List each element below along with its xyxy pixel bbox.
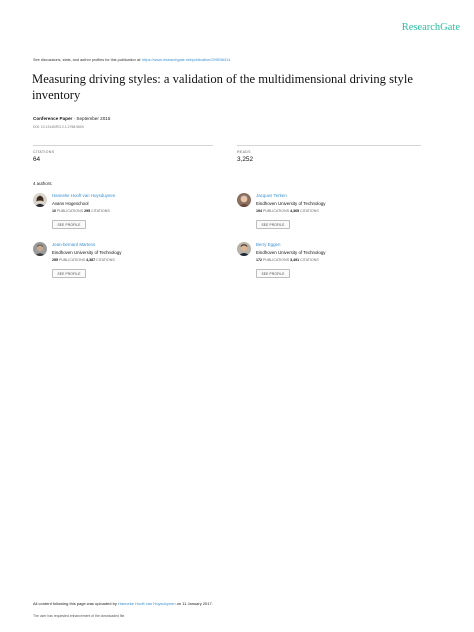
citations-label: CITATIONS: [95, 257, 115, 262]
see-profile-button[interactable]: SEE PROFILE: [52, 220, 86, 229]
author-stats: [256, 209, 426, 213]
researchgate-logo[interactable]: ResearchGate: [401, 22, 460, 33]
paper-type: Conference Paper: [33, 116, 73, 121]
reads-stat: [237, 145, 421, 163]
author-institution: Eindhoven University of Technology: [256, 200, 326, 206]
avatar[interactable]: [237, 193, 251, 207]
divider: [237, 145, 421, 146]
citations-label: CITATIONS: [299, 208, 319, 213]
citations-count: 3,491: [290, 257, 300, 262]
paper-doi: DOI: 10.13140/RG.2.1.2768.9600: [33, 125, 84, 129]
person-photo-icon: [237, 193, 251, 207]
see-profile-button[interactable]: SEE PROFILE: [256, 269, 290, 278]
publications-label: PUBLICATIONS: [262, 208, 291, 213]
paper-type-date: [33, 116, 110, 121]
avatar[interactable]: [237, 242, 251, 256]
citations-label: CITATIONS: [90, 208, 110, 213]
citations-value: 64: [33, 156, 41, 163]
citations-stat: [33, 145, 213, 163]
publications-count: 172: [256, 257, 262, 262]
author-name[interactable]: Jean-bernard Martens: [52, 242, 96, 247]
citations-count: 4,365: [290, 208, 300, 213]
publication-link[interactable]: https://www.researchgate.net/publication/299536314: [142, 58, 231, 62]
authors-header: 4 authors:: [33, 181, 53, 186]
author-stats: [256, 258, 426, 262]
publications-count: 255: [52, 257, 58, 262]
author-stats: [52, 209, 222, 213]
author-stats: [52, 258, 222, 262]
see-profile-button[interactable]: SEE PROFILE: [52, 269, 86, 278]
citations-label: CITATIONS: [299, 257, 319, 262]
publications-count: 10: [52, 208, 56, 213]
author-name[interactable]: Jacques Terken: [256, 193, 287, 198]
discussion-line: [33, 58, 230, 62]
avatar[interactable]: [33, 193, 47, 207]
uploaded-line: [33, 601, 213, 606]
person-photo-icon: [237, 242, 251, 256]
avatar[interactable]: [33, 242, 47, 256]
author-institution: Eindhoven University of Technology: [52, 249, 122, 255]
publications-label: PUBLICATIONS: [58, 257, 87, 262]
person-photo-icon: [33, 242, 47, 256]
divider: [33, 145, 213, 146]
publications-label: PUBLICATIONS: [56, 208, 85, 213]
see-profile-button[interactable]: SEE PROFILE: [256, 220, 290, 229]
uploaded-prefix: All content following this page was uploaded by: [33, 601, 118, 606]
citations-count: 295: [84, 208, 91, 213]
citations-label: CITATIONS: [33, 150, 55, 154]
publications-count: 194: [256, 208, 262, 213]
footnote: The user has requested enhancement of the downloaded file.: [33, 614, 126, 618]
reads-value: 3,252: [237, 156, 253, 163]
reads-label: READS: [237, 150, 251, 154]
publications-label: PUBLICATIONS: [262, 257, 291, 262]
author-institution: Eindhoven University of Technology: [256, 249, 326, 255]
citations-count: 4,387: [86, 257, 96, 262]
person-photo-icon: [33, 193, 47, 207]
author-name[interactable]: Berry Eggen: [256, 242, 281, 247]
uploader-link[interactable]: Hanneke Hooft van Huysduynen: [117, 601, 176, 606]
author-institution: Avans Hogeschool: [52, 200, 89, 206]
author-name[interactable]: Hanneke Hooft van Huysduynen: [52, 193, 116, 198]
paper-date: · September 2015: [72, 116, 111, 121]
paper-title: Measuring driving styles: a validation of the multidimensional driving style inventory: [32, 72, 413, 102]
discussion-prefix: See discussions, stats, and author profiles for this publication at:: [33, 58, 143, 62]
uploaded-suffix: on 11 January 2017.: [175, 601, 213, 606]
